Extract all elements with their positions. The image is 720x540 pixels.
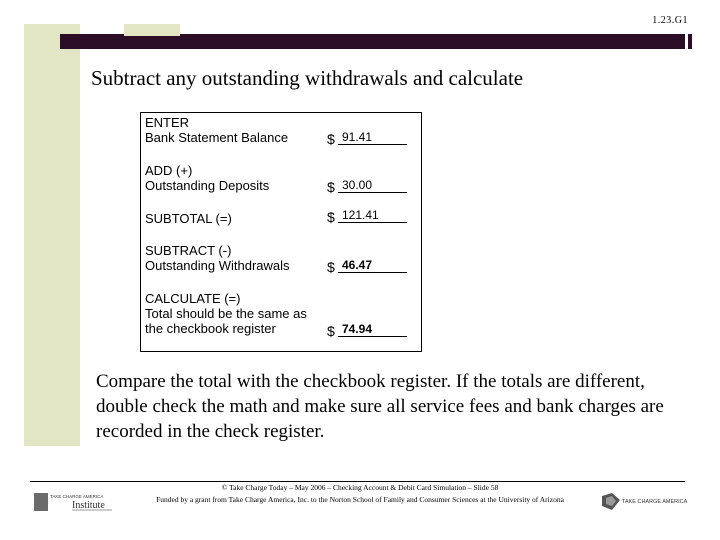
amount-value: 121.41 [342, 208, 379, 222]
dollar-sign: $ [327, 209, 335, 225]
dollar-sign: $ [327, 131, 335, 147]
decorative-top-accent [124, 24, 180, 36]
decorative-top-bar [60, 34, 685, 49]
row-label: ENTER Bank Statement Balance [145, 115, 289, 145]
amount-field-balance [327, 129, 417, 147]
form-row-calculate [145, 291, 307, 336]
take-charge-america-logo [600, 490, 692, 514]
amount-value: 46.47 [342, 258, 373, 272]
amount-field-withdrawals [327, 257, 417, 275]
logo-left-text: TAKE CHARGE AMERICA [50, 494, 104, 499]
dollar-sign: $ [327, 179, 335, 195]
row-label: CALCULATE (=) Total should be the same as the checkbook register [145, 291, 307, 336]
footer-copyright: © Take Charge Today – May 2006 – Checking Account & Debit Card Simulation – Slide 58 [221, 483, 499, 492]
dollar-sign: $ [327, 323, 335, 339]
amount-value: 30.00 [342, 178, 373, 192]
form-row-subtotal [145, 211, 232, 226]
logo-left-institute: Institute [72, 500, 105, 511]
reconciliation-form [140, 112, 422, 352]
amount-value: 74.94 [342, 322, 373, 336]
amount-underline [338, 144, 407, 145]
row-label: SUBTOTAL (=) [145, 211, 232, 226]
slide-title: Subtract any outstanding withdrawals and calculate [91, 66, 524, 90]
dollar-sign: $ [327, 259, 335, 275]
decorative-side-strip [24, 24, 80, 446]
form-row-enter [145, 115, 288, 145]
amount-underline [338, 272, 407, 273]
slide-number: 1.23.G1 [652, 15, 688, 26]
amount-field-deposits [327, 177, 417, 195]
amount-underline [338, 222, 407, 223]
amount-field-total [327, 321, 417, 339]
amount-underline [338, 192, 407, 193]
amount-underline [338, 336, 407, 337]
logo-right-text: TAKE CHARGE AMERICA [622, 499, 688, 505]
row-label: ADD (+) Outstanding Deposits [145, 163, 270, 193]
decorative-top-bar-end [688, 34, 692, 49]
row-label: SUBTRACT (-) Outstanding Withdrawals [145, 243, 290, 273]
footer-funding: Funded by a grant from Take Charge America, Inc. to the Norton School of Family and Consumer Sciences at the University of Arizona [156, 495, 564, 504]
take-charge-america-institute-logo [34, 490, 114, 514]
amount-field-subtotal [327, 207, 417, 225]
form-row-add [145, 163, 269, 193]
instruction-paragraph: Compare the total with the checkbook register. If the totals are different, double check the math and make sure all service fees and bank charges are recorded in the check register. [96, 371, 664, 442]
amount-value: 91.41 [342, 130, 373, 144]
form-row-subtract [145, 243, 290, 273]
